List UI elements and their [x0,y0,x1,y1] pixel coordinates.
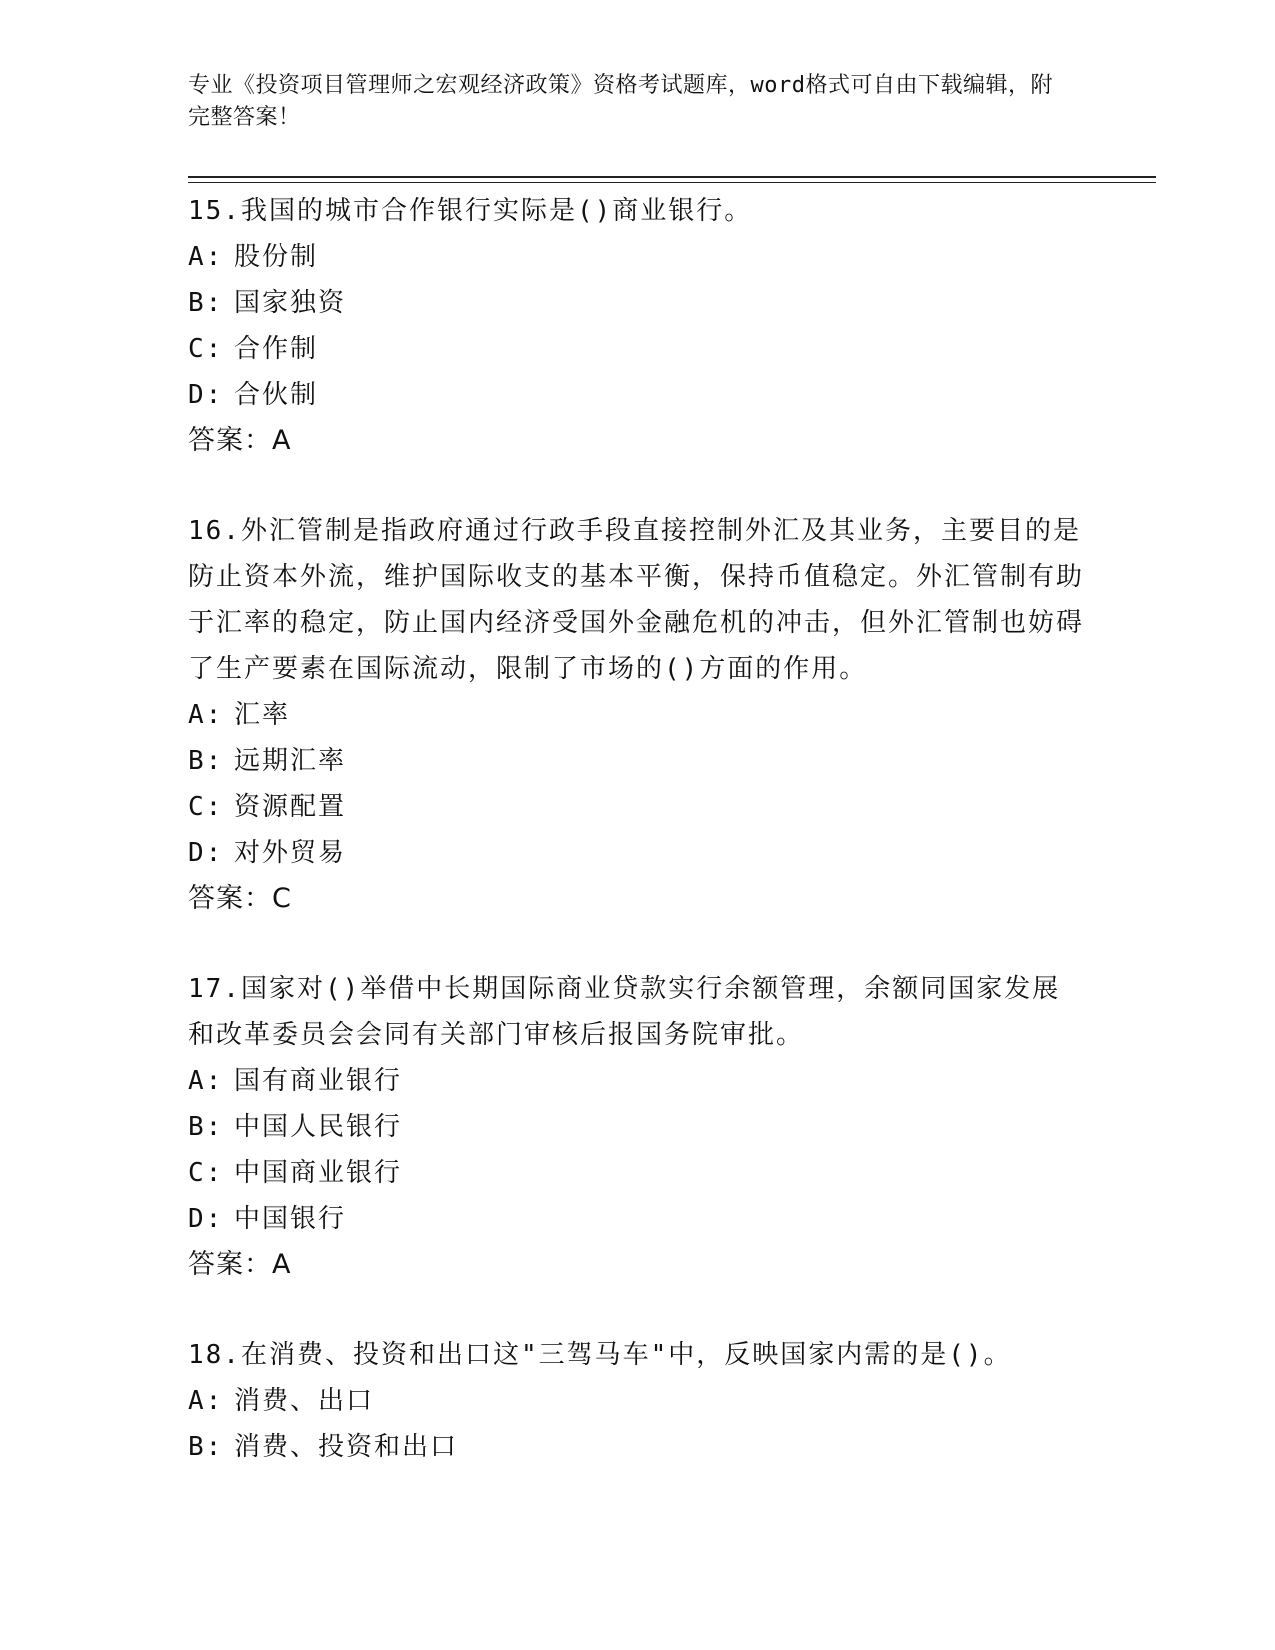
option-letter: B: [188,288,224,318]
option-text: 中国银行 [234,1204,347,1234]
question-list [188,188,1088,1514]
option-b [188,1104,1088,1150]
option-text: 中国人民银行 [234,1112,403,1142]
question-17 [188,966,1088,1288]
option-a [188,1378,1088,1424]
option-letter: B: [188,746,224,776]
option-letter: D: [188,1204,224,1234]
option-letter: A: [188,700,224,730]
question-15 [188,188,1088,464]
option-letter: B: [188,1432,224,1462]
option-text: 国有商业银行 [234,1066,403,1096]
option-b [188,280,1088,326]
option-d [188,830,1088,876]
option-letter: B: [188,1112,224,1142]
question-stem: 17.国家对()举借中长期国际商业贷款实行余额管理，余额同国家发展和改革委员会会同有关部门审核后报国务院审批。 [188,974,1061,1050]
option-c [188,1150,1088,1196]
option-letter: A: [188,1386,224,1416]
option-c [188,326,1088,372]
header-divider-thin [188,182,1156,183]
option-text: 合伙制 [234,380,319,410]
answer-line: 答案：A [188,1249,292,1280]
option-b [188,1424,1088,1470]
option-text: 消费、出口 [234,1386,375,1416]
option-text: 对外贸易 [234,838,347,868]
option-text: 合作制 [234,334,319,364]
option-d [188,1196,1088,1242]
question-16 [188,508,1088,922]
option-letter: D: [188,838,224,868]
option-text: 远期汇率 [234,746,347,776]
option-a [188,692,1088,738]
question-stem: 15.我国的城市合作银行实际是()商业银行。 [188,196,753,226]
option-text: 汇率 [234,700,291,730]
option-letter: D: [188,380,224,410]
header-divider [188,176,1156,178]
answer-line: 答案：A [188,425,292,456]
question-stem: 18.在消费、投资和出口这"三驾马车"中，反映国家内需的是()。 [188,1340,1012,1370]
option-letter: A: [188,242,224,272]
option-text: 消费、投资和出口 [234,1432,459,1462]
answer-line: 答案：C [188,883,292,914]
option-text: 国家独资 [234,288,347,318]
option-c [188,784,1088,830]
option-text: 资源配置 [234,792,347,822]
option-b [188,738,1088,784]
option-letter: C: [188,792,224,822]
question-18 [188,1332,1088,1470]
option-letter: A: [188,1066,224,1096]
option-a [188,234,1088,280]
option-d [188,372,1088,418]
question-stem: 16.外汇管制是指政府通过行政手段直接控制外汇及其业务，主要目的是防止资本外流，维护国际收支的基本平衡，保持币值稳定。外汇管制有助于汇率的稳定，防止国内经济受国外金融危机的冲击，但外汇管制也妨碍了生产要素在国际流动，限制了市场的()方面的作用。 [188,516,1085,684]
option-text: 股份制 [234,242,319,272]
document-header: 专业《投资项目管理师之宏观经济政策》资格考试题库，word格式可自由下载编辑，附完整答案！ [188,73,1053,130]
option-letter: C: [188,1158,224,1188]
option-text: 中国商业银行 [234,1158,403,1188]
option-a [188,1058,1088,1104]
option-letter: C: [188,334,224,364]
